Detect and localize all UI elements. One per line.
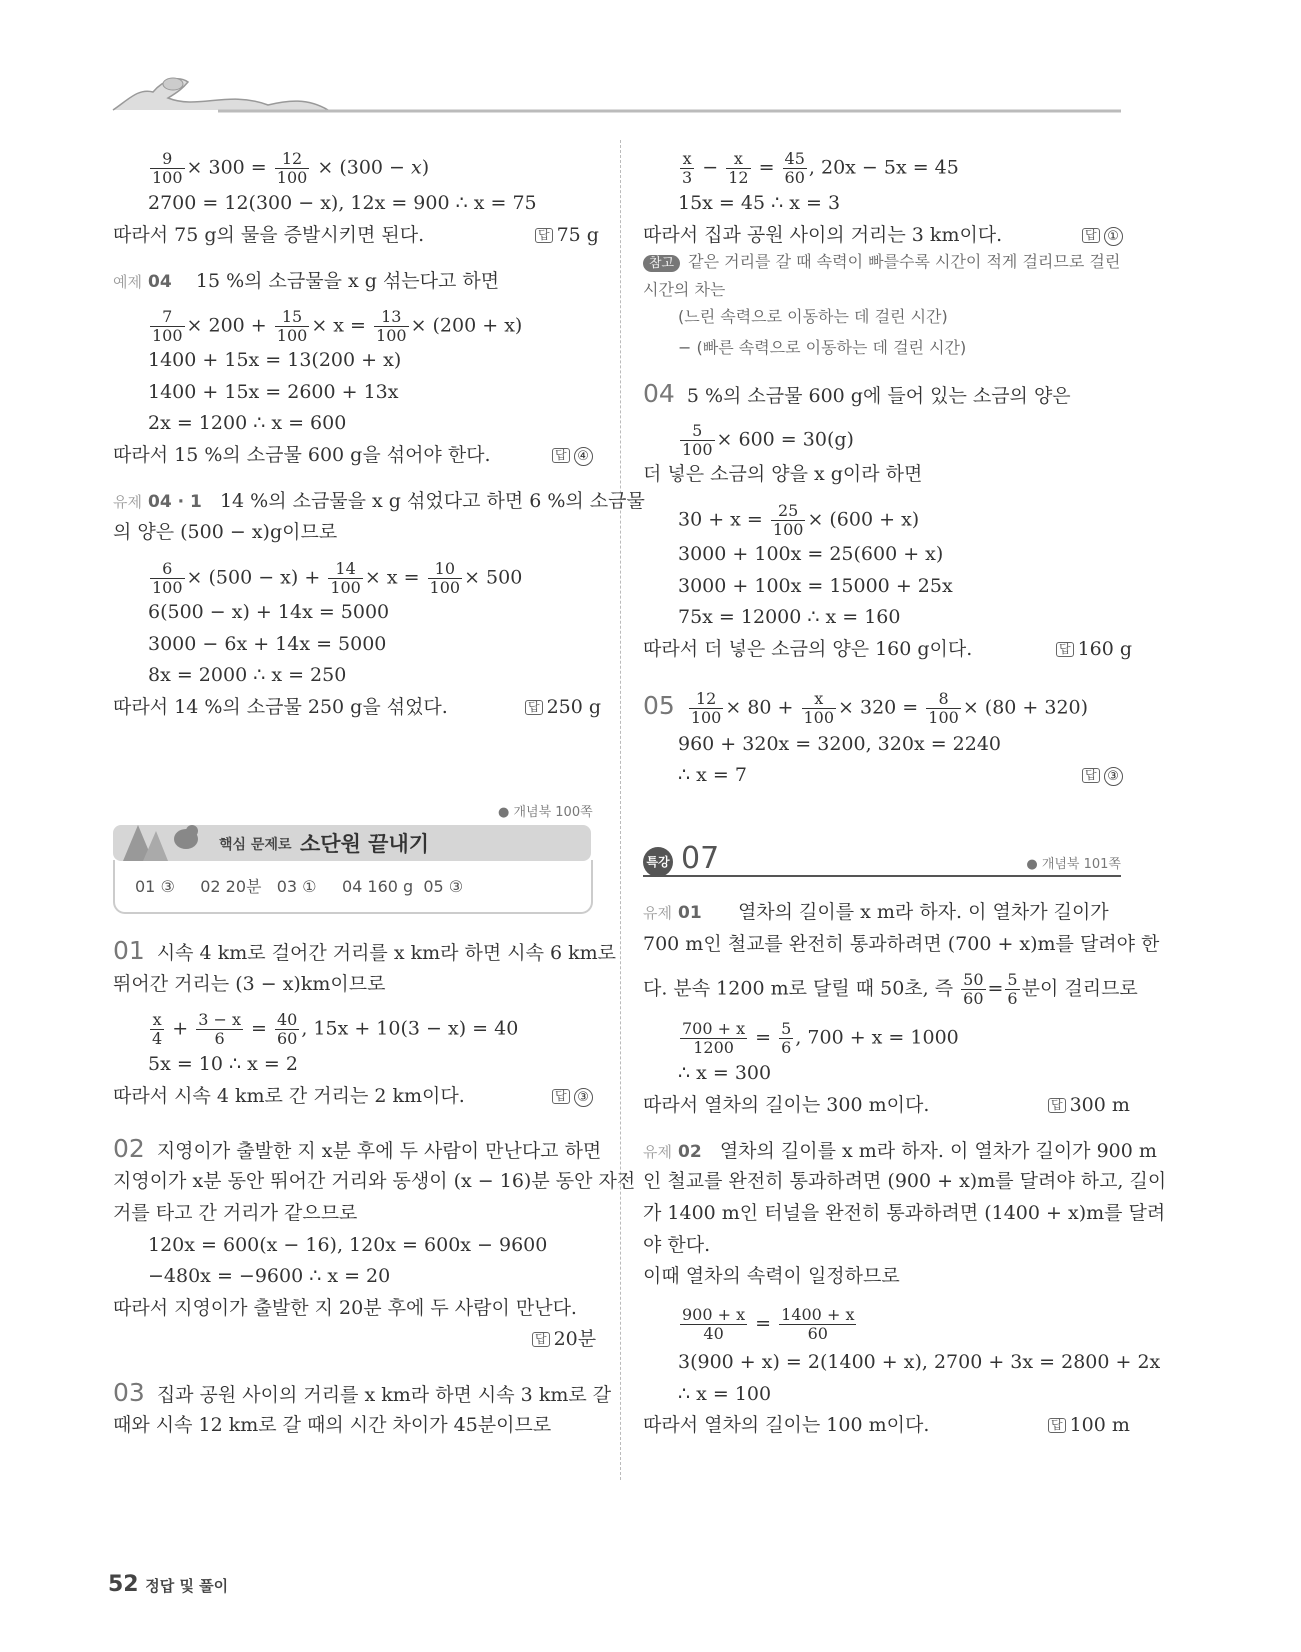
eq-line: $\frac{700 + x}{1200}$ = $\frac{5}{6}$ , 700 + x = 1000 bbox=[682, 1019, 959, 1057]
answer-box-icon: 답 bbox=[552, 1089, 570, 1104]
concept-ref: ● 개념북 100쪽 bbox=[498, 805, 593, 820]
eq-line: 1400 + 15x = 2600 + 13x bbox=[148, 381, 399, 403]
column-divider bbox=[620, 140, 621, 1480]
answer-summary: 01 ③ 02 20분 03 ① 04 160 g 05 ③ bbox=[113, 860, 593, 914]
answer: 답 ③ bbox=[1082, 762, 1123, 788]
conclusion: 따라서 열차의 길이는 100 m이다. bbox=[643, 1414, 930, 1436]
eq-line: 5x = 10 ∴ x = 2 bbox=[148, 1053, 298, 1075]
conclusion: 따라서 열차의 길이는 300 m이다. bbox=[643, 1094, 930, 1116]
problem-01: 01 시속 4 km로 걸어간 거리를 x km라 하면 시속 6 km로 bbox=[113, 936, 617, 965]
eq-line: 3000 + 100x = 15000 + 25x bbox=[678, 575, 953, 597]
text-line: 거를 타고 간 거리가 같으므로 bbox=[113, 1202, 358, 1224]
conclusion: 따라서 지영이가 출발한 지 20분 후에 두 사람이 만난다. bbox=[113, 1297, 577, 1319]
conclusion: 따라서 75 g의 물을 증발시키면 된다. bbox=[113, 224, 425, 246]
answer: 답 ④ bbox=[552, 442, 593, 468]
bird-icon bbox=[118, 817, 208, 861]
text-line: 야 한다. bbox=[643, 1234, 711, 1256]
problem-04: 04 5 %의 소금물 600 g에 들어 있는 소금의 양은 bbox=[643, 379, 1071, 408]
conclusion: 따라서 14 %의 소금물 250 g을 섞었다. bbox=[113, 696, 448, 718]
exercise-01: 유제 01 열차의 길이를 x m라 하자. 이 열차가 길이가 bbox=[643, 901, 1109, 923]
text-line: 가 1400 m인 터널을 완전히 통과하려면 (1400 + x)m를 달려 bbox=[643, 1202, 1166, 1224]
eq-line: 2700 = 12(300 − x), 12x = 900 ∴ x = 75 bbox=[148, 192, 537, 214]
note-line: 시간의 차는 bbox=[643, 280, 726, 299]
eq-line: $\frac{6}{100}$ × (500 − x) + $\frac{14}{100}$ × x = $\frac{10}{100}$ × 500 bbox=[152, 559, 523, 597]
conclusion: 따라서 집과 공원 사이의 거리는 3 km이다. bbox=[643, 224, 1003, 246]
example-04: 예제 04 15 %의 소금물을 x g 섞는다고 하면 bbox=[113, 270, 500, 292]
problem-02: 02 지영이가 출발한 지 x분 후에 두 사람이 만난다고 하면 bbox=[113, 1134, 602, 1163]
eq-line: 3000 − 6x + 14x = 5000 bbox=[148, 633, 387, 655]
answer: 답 300 m bbox=[1048, 1092, 1130, 1118]
eq-line: 1400 + 15x = 13(200 + x) bbox=[148, 349, 402, 371]
note-line: − (빠른 속력으로 이동하는 데 걸린 시간) bbox=[678, 338, 967, 357]
eq-line: 2x = 1200 ∴ x = 600 bbox=[148, 412, 347, 434]
eq-line: $\frac{x}{4}$ + $\frac{3 - x}{6}$ = $\frac{40}{60}$ , 15x + 10(3 − x) = 40 bbox=[152, 1010, 519, 1048]
eq-line: $\frac{5}{100}$ × 600 = 30(g) bbox=[682, 421, 854, 459]
text-line: 700 m인 철교를 완전히 통과하려면 (700 + x)m를 달려야 한 bbox=[643, 933, 1160, 955]
answer: 답 20분 bbox=[532, 1326, 596, 1352]
eq-line: 3(900 + x) = 2(1400 + x), 2700 + 3x = 2800 + 2x bbox=[678, 1351, 1161, 1373]
answer-box-icon: 답 bbox=[552, 448, 570, 463]
text-line: 뛰어간 거리는 (3 − x)km이므로 bbox=[113, 973, 386, 995]
answer-box-icon: 답 bbox=[1048, 1098, 1066, 1113]
seal-header-icon bbox=[108, 70, 1123, 118]
special-header: 특강 07 ● 개념북 101쪽 bbox=[643, 845, 1121, 877]
conclusion: 따라서 15 %의 소금물 600 g을 섞어야 한다. bbox=[113, 444, 491, 466]
eq-line: ∴ x = 7 bbox=[678, 764, 747, 786]
answer-box-icon: 답 bbox=[535, 228, 553, 243]
eq-line: 8x = 2000 ∴ x = 250 bbox=[148, 664, 347, 686]
text-line: 인 철교를 완전히 통과하려면 (900 + x)m를 달려야 하고, 길이 bbox=[643, 1170, 1167, 1192]
footer: 52 정답 및 풀이 bbox=[108, 1572, 229, 1597]
conclusion: 따라서 더 넣은 소금의 양은 160 g이다. bbox=[643, 638, 973, 660]
answer: 답 250 g bbox=[525, 694, 601, 720]
text-line: 의 양은 (500 − x)g이므로 bbox=[113, 521, 338, 543]
text-line: 때와 시속 12 km로 갈 때의 시간 차이가 45분이므로 bbox=[113, 1414, 552, 1436]
answer: 답 ③ bbox=[552, 1083, 593, 1109]
section-banner: 핵심 문제로 소단원 끝내기 bbox=[113, 825, 591, 861]
eq-line: 960 + 320x = 3200, 320x = 2240 bbox=[678, 733, 1002, 755]
text-line: 더 넣은 소금의 양을 x g이라 하면 bbox=[643, 463, 923, 485]
eq-line: 120x = 600(x − 16), 120x = 600x − 9600 bbox=[148, 1234, 548, 1256]
answer-box-icon: 답 bbox=[532, 1332, 550, 1347]
eq-line: $\frac{9}{100}$ × 300 = $\frac{12}{100}$ × (300 − x) bbox=[152, 149, 430, 187]
answer-box-icon: 답 bbox=[1048, 1418, 1066, 1433]
answer: 답 160 g bbox=[1056, 636, 1132, 662]
eq-line: 6(500 − x) + 14x = 5000 bbox=[148, 601, 390, 623]
answer: 답 75 g bbox=[535, 222, 599, 248]
answer: 답 ① bbox=[1082, 222, 1123, 248]
answer-box-icon: 답 bbox=[1056, 642, 1074, 657]
eq-line: $\frac{x}{3}$ − $\frac{x}{12}$ = $\frac{45}{60}$ , 20x − 5x = 45 bbox=[682, 149, 959, 187]
conclusion: 따라서 시속 4 km로 간 거리는 2 km이다. bbox=[113, 1085, 465, 1107]
eq-line: $\frac{7}{100}$ × 200 + $\frac{15}{100}$ × x = $\frac{13}{100}$ × (200 + x) bbox=[152, 307, 523, 345]
eq-line: 30 + x = $\frac{25}{100}$ × (600 + x) bbox=[678, 501, 920, 539]
text-line: 이때 열차의 속력이 일정하므로 bbox=[643, 1265, 900, 1287]
eq-line: ∴ x = 100 bbox=[678, 1383, 772, 1405]
eq-line: 75x = 12000 ∴ x = 160 bbox=[678, 606, 901, 628]
answer: 답 100 m bbox=[1048, 1412, 1130, 1438]
note: 참고 같은 거리를 갈 때 속력이 빠를수록 시간이 적게 걸리므로 걸린 bbox=[643, 249, 1120, 277]
problem-05: 05 $\frac{12}{100}$ × 80 + $\frac{x}{100}$ × 320 = $\frac{8}{100}$ × (80 + 320) bbox=[643, 689, 1089, 727]
answer-box-icon: 답 bbox=[1082, 228, 1100, 243]
answer-box-icon: 답 bbox=[525, 700, 543, 715]
eq-line: $\frac{900 + x}{40}$ = $\frac{1400 + x}{60}$ bbox=[682, 1305, 855, 1343]
eq-line: ∴ x = 300 bbox=[678, 1062, 772, 1084]
exercise-04-1: 유제 04 · 1 14 %의 소금물을 x g 섞었다고 하면 6 %의 소금물 bbox=[113, 490, 645, 512]
text-line: 지영이가 x분 동안 뛰어간 거리와 동생이 (x − 16)분 동안 자전 bbox=[113, 1170, 636, 1192]
note-line: (느린 속력으로 이동하는 데 걸린 시간) bbox=[678, 307, 948, 326]
eq-line: −480x = −9600 ∴ x = 20 bbox=[148, 1265, 391, 1287]
problem-03: 03 집과 공원 사이의 거리를 x km라 하면 시속 3 km로 갈 bbox=[113, 1378, 612, 1407]
eq-line: 3000 + 100x = 25(600 + x) bbox=[678, 543, 944, 565]
text-line: 다. 분속 1200 m로 달릴 때 50초, 즉 $\frac{50}{60}$ = $\frac{5}{6}$ 분이 걸리므로 bbox=[643, 970, 1138, 1008]
answer-box-icon: 답 bbox=[1082, 768, 1100, 783]
eq-line: 15x = 45 ∴ x = 3 bbox=[678, 192, 841, 214]
exercise-02: 유제 02 열차의 길이를 x m라 하자. 이 열차가 길이가 900 m bbox=[643, 1140, 1157, 1162]
